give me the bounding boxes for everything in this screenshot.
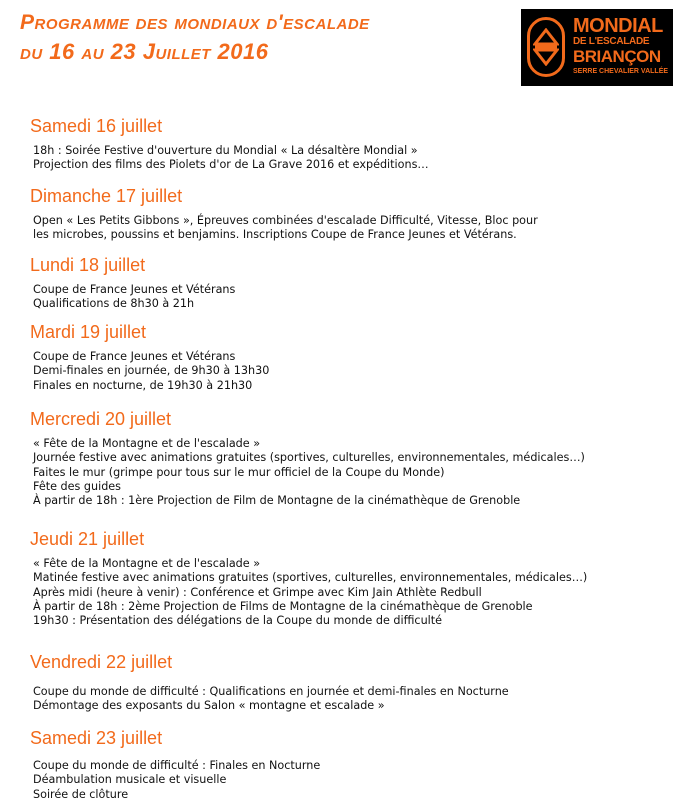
day-line: Soirée de clôture: [33, 787, 129, 801]
day-section-samedi-16: [30, 115, 670, 173]
page-title: [20, 10, 500, 66]
logo-line-4: SERRE CHEVALIER VALLÉE: [573, 68, 669, 75]
day-section-lundi-18: [30, 254, 670, 312]
day-line: Déambulation musicale et visuelle: [33, 773, 227, 787]
day-line: 19h30 : Présentation des délégations de la Coupe du monde de difficulté: [33, 614, 443, 628]
day-line: Coupe de France Jeunes et Vétérans: [33, 350, 236, 363]
day-line: Journée festive avec animations gratuites (sportives, culturelles, environnementales, médicales…): [33, 451, 585, 465]
day-line: Qualifications de 8h30 à 21h: [33, 297, 195, 311]
day-line: Coupe de France Jeunes et Vétérans: [33, 283, 236, 296]
day-line: Fête des guides: [33, 479, 122, 493]
day-line: Projection des films des Piolets d'or de La Grave 2016 et expéditions…: [33, 158, 429, 172]
logo-line-2: DE L'ESCALADE: [573, 36, 650, 47]
logo-line-1: MONDIAL: [573, 15, 663, 37]
day-heading: Jeudi 21 juillet: [30, 529, 145, 549]
day-section-samedi-23: [30, 727, 670, 802]
day-heading: Vendredi 22 juillet: [30, 652, 173, 672]
day-heading: Samedi 23 juillet: [30, 728, 163, 748]
day-line: Coupe du monde de difficulté : Qualifications en journée et demi-finales en Nocturne: [33, 685, 509, 698]
day-section-mercredi-20: [30, 408, 670, 508]
day-line: À partir de 18h : 2ème Projection de Films de Montagne de la cinémathèque de Grenoble: [33, 599, 533, 613]
day-line: Démontage des exposants du Salon « montagne et escalade »: [33, 699, 385, 713]
title-line-1: Programme des mondiaux d'escalade: [20, 11, 370, 34]
day-line: les microbes, poussins et benjamins. Inscriptions Coupe de France Jeunes et Vétérans.: [33, 228, 517, 242]
title-line-2: du 16 au 23 Juillet 2016: [20, 39, 269, 65]
day-section-mardi-19: [30, 321, 670, 393]
event-logo: [521, 9, 673, 86]
day-heading: Dimanche 17 juillet: [30, 186, 183, 206]
day-line: « Fête de la Montagne et de l'escalade »: [33, 557, 261, 570]
climbing-emblem-icon: [527, 17, 565, 77]
day-line: Matinée festive avec animations gratuites (sportives, culturelles, environnementales, médicales…): [33, 571, 588, 585]
day-section-dimanche-17: [30, 185, 670, 243]
day-heading: Lundi 18 juillet: [30, 255, 146, 275]
logo-line-3: BRIANÇON: [573, 47, 661, 66]
day-heading: Mercredi 20 juillet: [30, 409, 172, 429]
day-line: Finales en nocturne, de 19h30 à 21h30: [33, 378, 253, 392]
day-section-vendredi-22: [30, 651, 670, 714]
day-line: À partir de 18h : 1ère Projection de Film de Montagne de la cinémathèque de Grenoble: [33, 494, 521, 508]
day-line: Demi-finales en journée, de 9h30 à 13h30: [33, 364, 270, 378]
day-line: Open « Les Petits Gibbons », Épreuves combinées d'escalade Difficulté, Vitesse, Bloc pour: [33, 214, 538, 227]
day-line: Faites le mur (grimpe pour tous sur le mur officiel de la Coupe du Monde): [33, 465, 445, 479]
day-line: « Fête de la Montagne et de l'escalade »: [33, 437, 261, 450]
day-line: Après midi (heure à venir) : Conférence et Grimpe avec Kim Jain Athlète Redbull: [33, 585, 482, 599]
day-heading: Samedi 16 juillet: [30, 116, 163, 136]
day-heading: Mardi 19 juillet: [30, 322, 147, 342]
day-line: 18h : Soirée Festive d'ouverture du Mondial « La désaltère Mondial »: [33, 144, 418, 157]
day-line: Coupe du monde de difficulté : Finales en Nocturne: [33, 759, 321, 772]
day-section-jeudi-21: [30, 528, 670, 628]
